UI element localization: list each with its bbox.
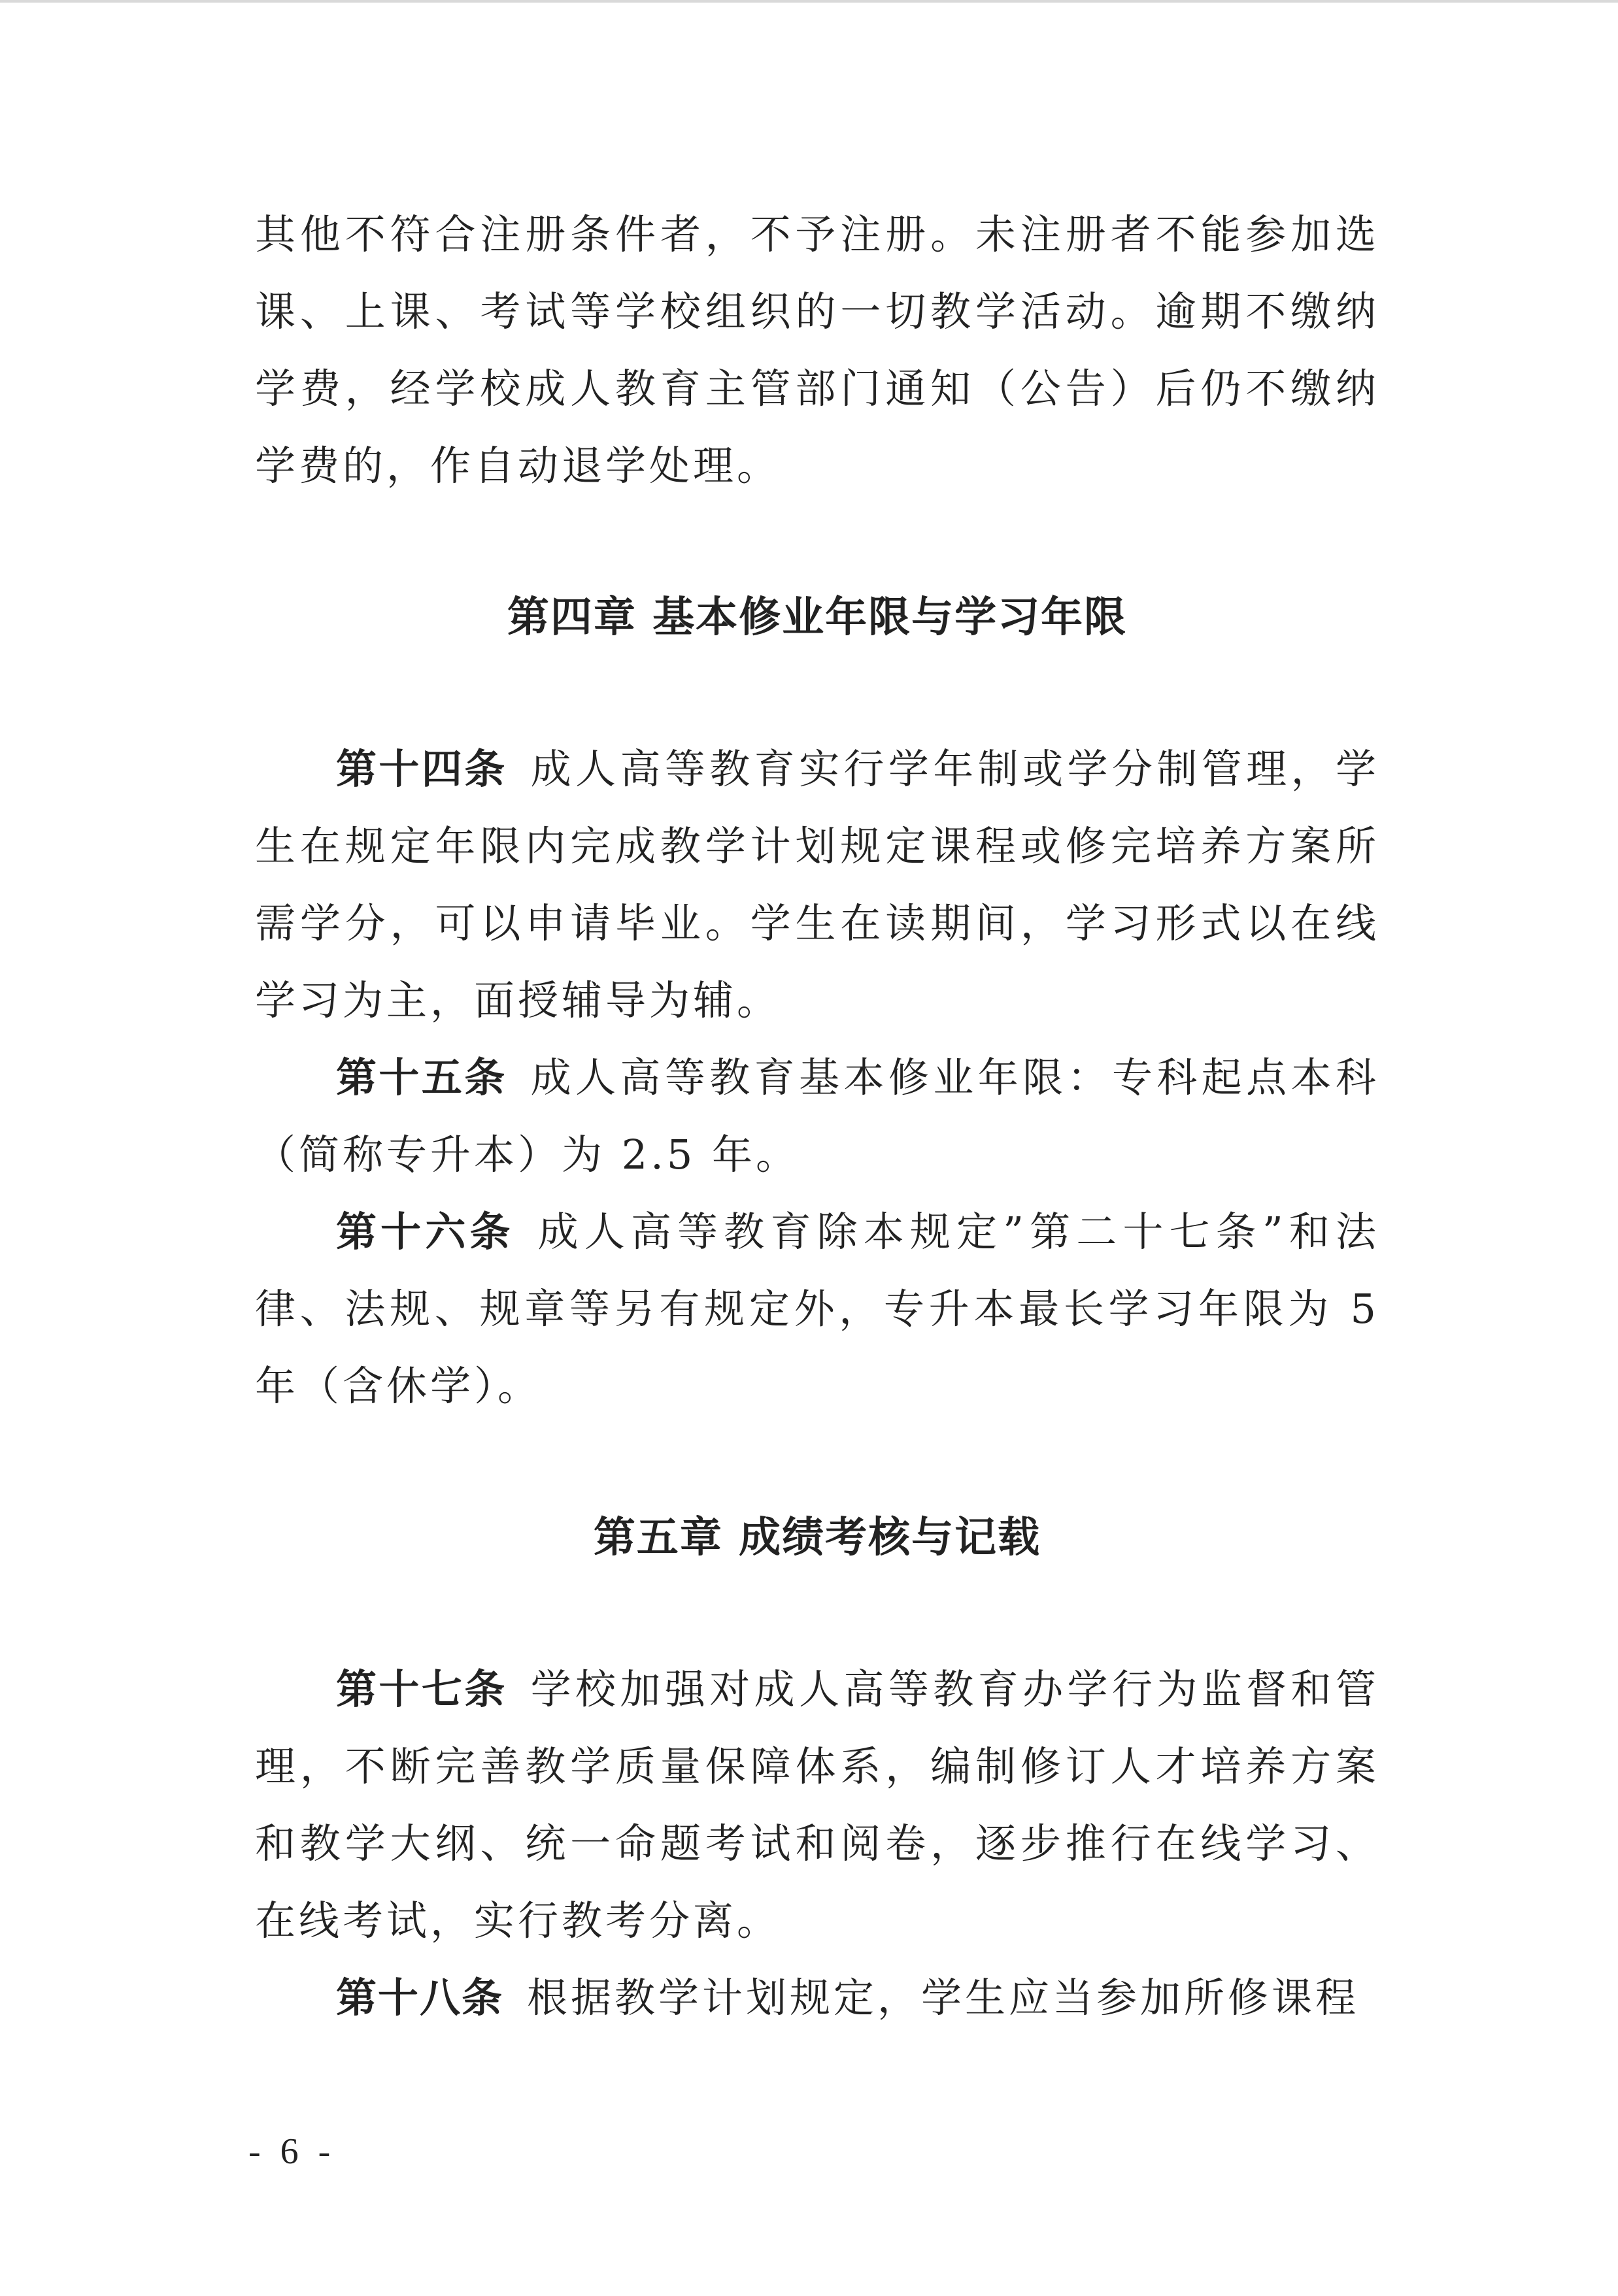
article-15: [255, 1039, 1379, 1193]
article-number: 第十八条: [336, 1974, 504, 2021]
article-text: 成人高等教育实行学年制或学分制管理，学生在规定年限内完成教学计划规定课程或修完培养方案所需学分，可以申请毕业。学生在读期间，学习形式以在线学习为主，面授辅导为辅。: [255, 745, 1379, 1024]
article-number: 第十五条: [336, 1054, 507, 1101]
article-text: 根据教学计划规定，学生应当参加所修课程: [527, 1974, 1360, 2021]
top-edge-line: [0, 0, 1618, 3]
article-text: 成人高等教育除本规定”第二十七条”和法律、法规、规章等另有规定外，专升本最长学习年限为 5 年（含休学）。: [255, 1208, 1379, 1410]
page-content: [255, 196, 1379, 2037]
article-text: 学校加强对成人高等教育办学行为监督和管理，不断完善教学质量保障体系，编制修订人才培养方案和教学大纲、统一命题考试和阅卷，逐步推行在线学习、在线考试，实行教考分离。: [255, 1665, 1379, 1944]
article-text: 成人高等教育基本修业年限：专科起点本科（简称专升本）为 2.5 年。: [255, 1054, 1379, 1178]
article-number: 第十四条: [336, 745, 507, 793]
chapter-4-heading: 第四章 基本修业年限与学习年限: [507, 593, 1128, 642]
article-16: [255, 1193, 1379, 1425]
chapter-5-heading: 第五章 成绩考核与记载: [593, 1514, 1041, 1562]
article-18: [255, 1959, 1379, 2037]
article-number: 第十六条: [336, 1208, 514, 1256]
article-17: [255, 1651, 1379, 1959]
page-number: - 6 -: [248, 2131, 336, 2172]
intro-paragraph: 其他不符合注册条件者，不予注册。未注册者不能参加选课、上课、考试等学校组织的一切教学活动。逾期不缴纳学费，经学校成人教育主管部门通知（公告）后仍不缴纳学费的，作自动退学处理。: [255, 210, 1379, 490]
article-14: [255, 731, 1379, 1039]
article-number: 第十七条: [336, 1665, 507, 1713]
